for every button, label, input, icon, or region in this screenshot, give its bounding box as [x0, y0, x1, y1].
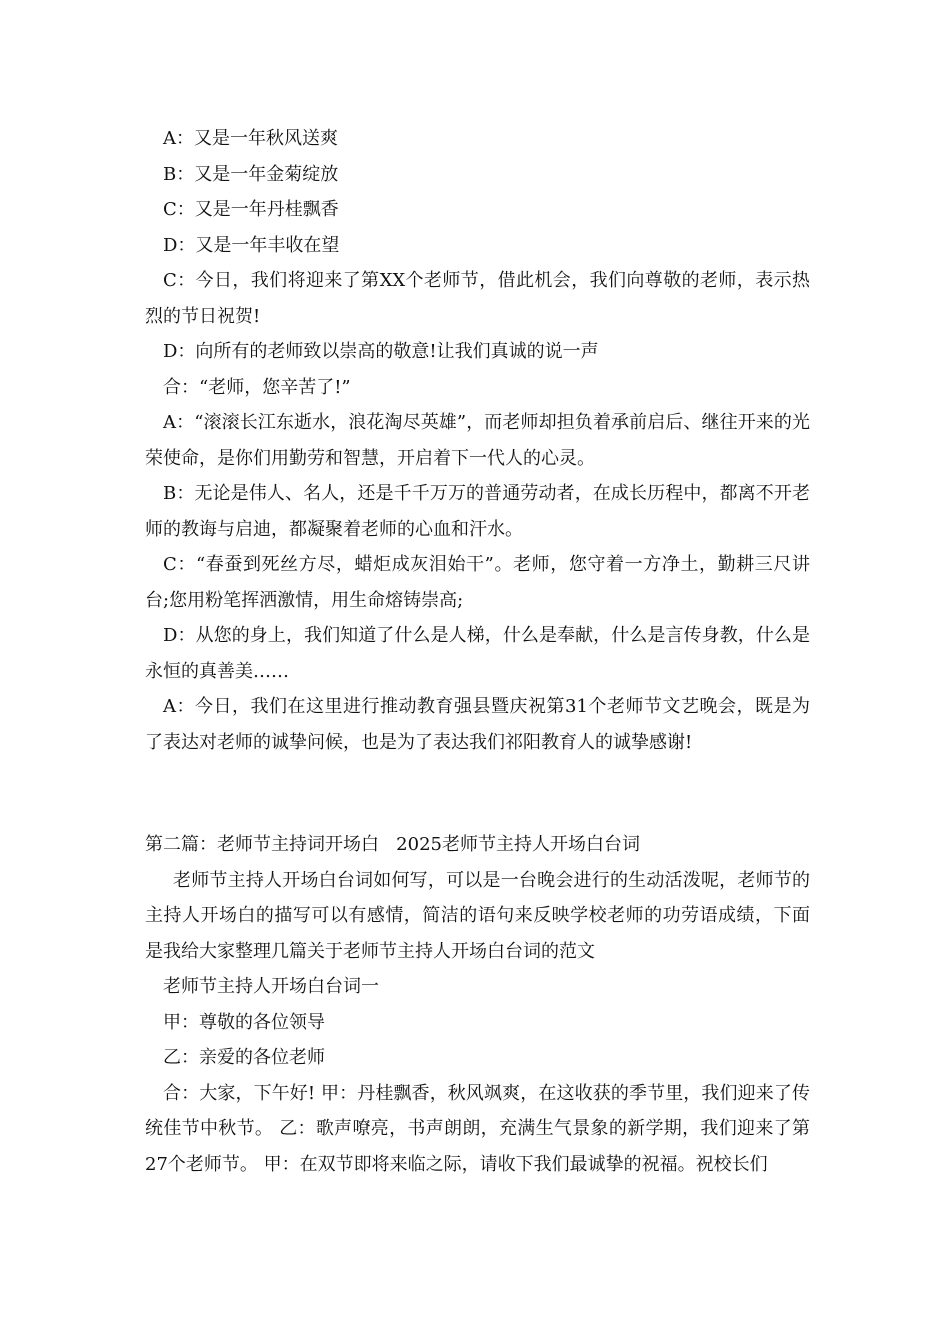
- dialogue-line-b-chrysanthemum: B：又是一年金菊绽放: [163, 163, 339, 185]
- section-heading: 第二篇：老师节主持词开场白 2025老师节主持人开场白台词: [145, 834, 640, 855]
- dialogue-line-c-osmanthus: C：又是一年丹桂飘香: [163, 199, 339, 220]
- dialogue-line-d-ladder: D：从您的身上，我们知道了什么是人梯，什么是奉献，什么是言传身教，什么是永恒的真善美……: [145, 625, 810, 682]
- sample-title: 老师节主持人开场白台词一: [163, 976, 379, 997]
- dialogue-line-a-autumn: A：又是一年秋风送爽: [163, 128, 338, 149]
- dialogue-line-d-harvest: D：又是一年丰收在望: [163, 234, 340, 256]
- dialogue-line-jia-leaders: 甲：尊敬的各位领导: [163, 1011, 325, 1033]
- dialogue-line-together-afternoon: 合：大家，下午好! 甲：丹桂飘香，秋风飒爽，在这收获的季节里，我们迎来了传统佳节中秋节。 乙：歌声嘹亮，书声朗朗，充满生气景象的新学期，我们迎来了第27个老师节。 甲：在双节即将来临之际，请收下我们最诚挚的祝福。祝校长们: [145, 1082, 810, 1175]
- dialogue-line-a-gala: A：今日，我们在这里进行推动教育强县暨庆祝第31个老师节文艺晚会，既是为了表达对老师的诚挚问候，也是为了表达我们祁阳教育人的诚挚感谢!: [145, 696, 810, 753]
- dialogue-line-together: 合：“老师，您辛苦了!”: [163, 376, 351, 398]
- dialogue-line-c-greeting: C：今日，我们将迎来了第XX个老师节，借此机会，我们向尊敬的老师，表示热烈的节日祝贺!: [145, 270, 810, 327]
- intro-paragraph: 老师节主持人开场白台词如何写，可以是一台晚会进行的生动活泼呢，老师节的主持人开场白的描写可以有感情，简洁的语句来反映学校老师的功劳语成绩，下面是我给大家整理几篇关于老师节主持人开场白台词的范文: [145, 869, 810, 962]
- dialogue-line-a-river: A：“滚滚长江东逝水，浪花淘尽英雄”，而老师却担负着承前启后、继往开来的光荣使命，是你们用勤劳和智慧，开启着下一代人的心灵。: [145, 412, 810, 469]
- dialogue-line-yi-teachers: 乙：亲爱的各位老师: [163, 1047, 325, 1068]
- dialogue-line-d-respect: D：向所有的老师致以崇高的敬意!让我们真诚的说一声: [163, 341, 599, 362]
- dialogue-line-c-silkworm: C：“春蚕到死丝方尽，蜡炬成灰泪始干”。老师，您守着一方净土，勤耕三尺讲台;您用粉笔挥洒激情，用生命熔铸崇高;: [145, 554, 810, 611]
- dialogue-line-b-workers: B：无论是伟人、名人，还是千千万万的普通劳动者，在成长历程中，都离不开老师的教诲与启迪，都凝聚着老师的心血和汗水。: [145, 483, 810, 540]
- script-section-two: [145, 827, 810, 1182]
- script-section-one: [145, 121, 810, 760]
